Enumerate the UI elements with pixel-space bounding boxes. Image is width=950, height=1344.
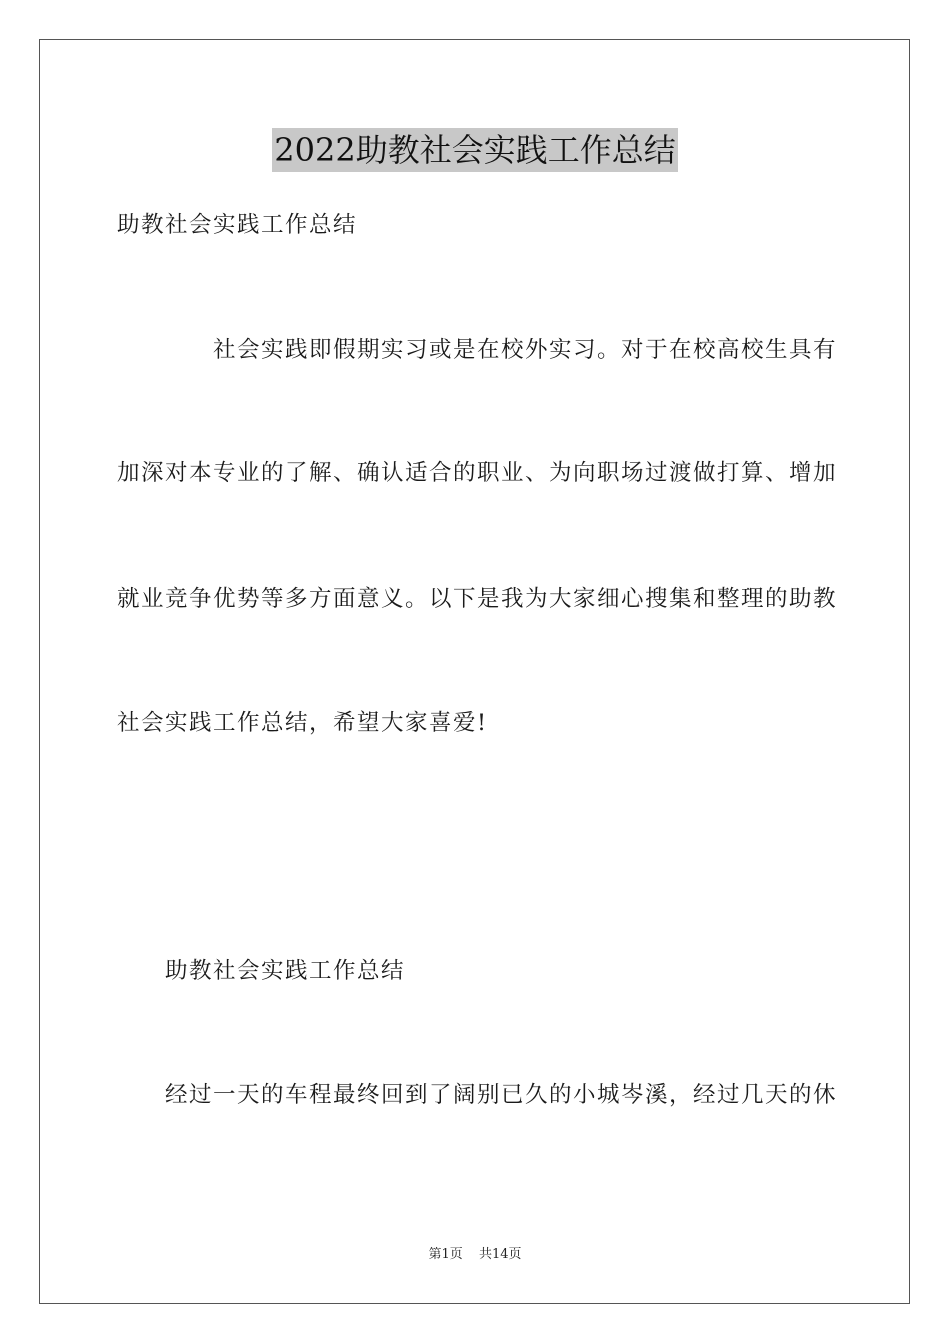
intro-line: 社会实践工作总结，希望大家喜爱! (117, 710, 488, 736)
section-heading: 助教社会实践工作总结 (165, 958, 406, 984)
intro-line: 加深对本专业的了解、确认适合的职业、为向职场过渡做打算、增加 (117, 460, 838, 486)
document-title: 2022助教社会实践工作总结 (272, 128, 677, 172)
page-number: 第1页 (428, 1247, 463, 1262)
document-title-row (0, 128, 950, 172)
body-line: 经过一天的车程最终回到了阔别已久的小城岑溪，经过几天的休 (165, 1082, 838, 1108)
document-subtitle: 助教社会实践工作总结 (117, 212, 358, 238)
intro-line: 就业竞争优势等多方面意义。以下是我为大家细心搜集和整理的助教 (117, 586, 838, 612)
page-footer (0, 1246, 950, 1264)
intro-line: 社会实践即假期实习或是在校外实习。对于在校高校生具有 (213, 337, 838, 363)
page-total: 共14页 (478, 1247, 522, 1262)
